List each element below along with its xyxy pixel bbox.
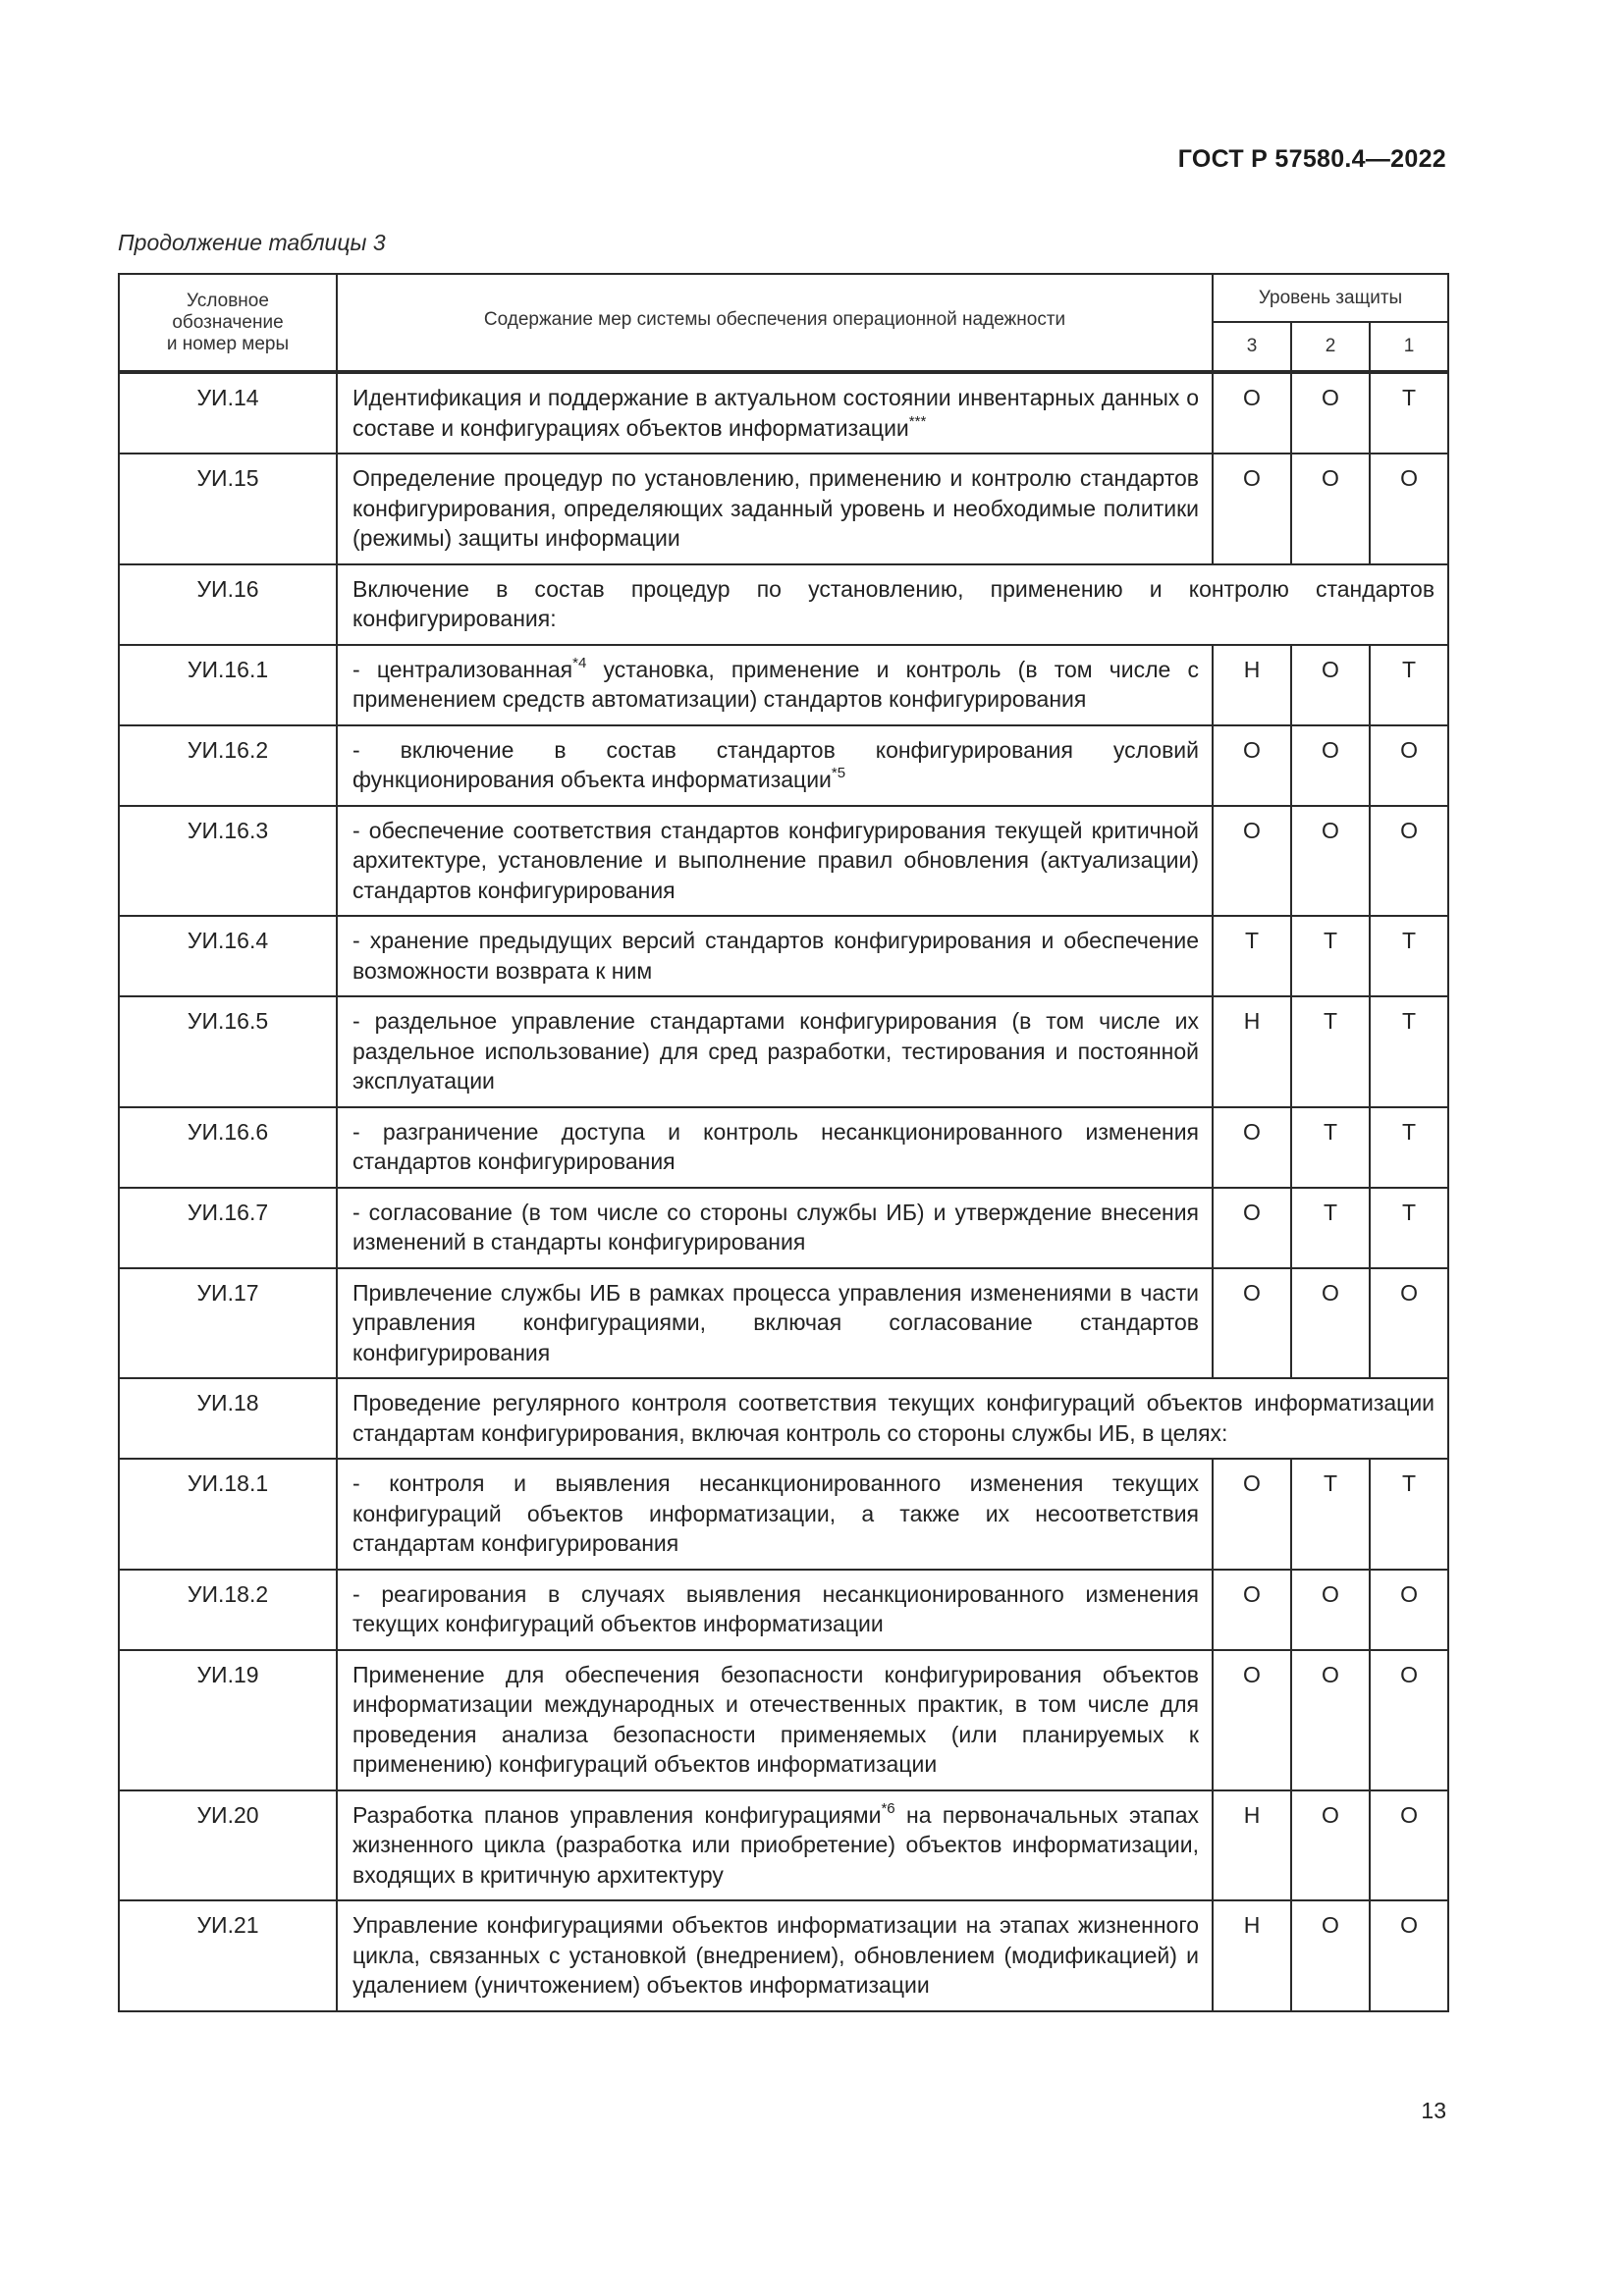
- level-3-value: Н: [1213, 645, 1291, 725]
- measure-text: Привлечение службы ИБ в рамках процесса управления изменениями в части управления конфигурациями, включая согласование стандартов конфигурирования: [337, 1268, 1213, 1379]
- level-1-value: О: [1370, 1570, 1448, 1650]
- measure-code: УИ.16.4: [119, 916, 337, 996]
- header-code: [119, 274, 337, 372]
- level-2-value: Т: [1291, 1188, 1370, 1268]
- measure-code: УИ.16.5: [119, 996, 337, 1107]
- level-3-value: О: [1213, 725, 1291, 806]
- level-1-value: Т: [1370, 645, 1448, 725]
- level-1-value: О: [1370, 1268, 1448, 1379]
- level-3-value: Т: [1213, 916, 1291, 996]
- table-row: [119, 454, 1448, 564]
- measure-code: УИ.20: [119, 1790, 337, 1901]
- measure-text: - хранение предыдущих версий стандартов конфигурирования и обеспечение возможности возврата к ним: [337, 916, 1213, 996]
- table-row: [119, 916, 1448, 996]
- table-continuation-caption: Продолжение таблицы 3: [118, 230, 386, 255]
- level-3-value: О: [1213, 1107, 1291, 1188]
- level-3-value: Н: [1213, 1900, 1291, 2011]
- level-1-value: Т: [1370, 916, 1448, 996]
- header-code-line: обозначение: [172, 312, 284, 333]
- measure-code: УИ.16.7: [119, 1188, 337, 1268]
- table-row: [119, 1107, 1448, 1188]
- level-2-value: О: [1291, 372, 1370, 454]
- measure-code: УИ.21: [119, 1900, 337, 2011]
- level-1-value: О: [1370, 1900, 1448, 2011]
- level-2-value: О: [1291, 645, 1370, 725]
- table-row: [119, 1378, 1448, 1459]
- header-content: Содержание мер системы обеспечения операционной надежности: [337, 274, 1213, 372]
- level-3-value: О: [1213, 1570, 1291, 1650]
- level-3-value: О: [1213, 806, 1291, 917]
- level-1-value: О: [1370, 806, 1448, 917]
- measure-code: УИ.18.1: [119, 1459, 337, 1570]
- page-number: 13: [1421, 2098, 1446, 2123]
- level-1-value: О: [1370, 454, 1448, 564]
- header-code-line: и номер меры: [166, 334, 290, 354]
- level-2-value: О: [1291, 454, 1370, 564]
- level-2-value: О: [1291, 1900, 1370, 2011]
- table-row: [119, 1570, 1448, 1650]
- table-row: [119, 372, 1448, 454]
- measure-text: - включение в состав стандартов конфигурирования условий функционирования объекта информатизации$^{*5}$: [337, 725, 1213, 806]
- measure-text: Проведение регулярного контроля соответствия текущих конфигураций объектов информатизации стандартам конфигурирования, включая контроль со стороны службы ИБ, в целях:: [337, 1378, 1448, 1459]
- level-3-value: О: [1213, 454, 1291, 564]
- table-row: [119, 725, 1448, 806]
- measure-code: УИ.19: [119, 1650, 337, 1790]
- level-3-value: О: [1213, 1459, 1291, 1570]
- level-1-value: Т: [1370, 1188, 1448, 1268]
- table-row: [119, 645, 1448, 725]
- footnote-mark: *5: [831, 765, 846, 782]
- measure-text: - согласование (в том числе со стороны службы ИБ) и утверждение внесения изменений в стандарты конфигурирования: [337, 1188, 1213, 1268]
- level-1-value: О: [1370, 1650, 1448, 1790]
- measure-text: Идентификация и поддержание в актуальном состоянии инвентарных данных о составе и конфигурациях объектов информатизации***: [337, 372, 1213, 454]
- measure-code: УИ.16.1: [119, 645, 337, 725]
- level-3-value: Н: [1213, 996, 1291, 1107]
- measure-code: УИ.14: [119, 372, 337, 454]
- level-3-value: О: [1213, 1188, 1291, 1268]
- measure-code: УИ.18.2: [119, 1570, 337, 1650]
- level-2-value: О: [1291, 1570, 1370, 1650]
- level-2-value: О: [1291, 725, 1370, 806]
- level-1-value: О: [1370, 725, 1448, 806]
- measure-text: Разработка планов управления конфигурациями$^{*6}$ на первоначальных этапах жизненного цикла (разработка или приобретение) объектов информатизации, входящих в критичную архитектуру: [337, 1790, 1213, 1901]
- level-2-value: Т: [1291, 1459, 1370, 1570]
- measure-code: УИ.17: [119, 1268, 337, 1379]
- footnote-mark: *4: [572, 654, 587, 671]
- document-code: ГОСТ Р 57580.4—2022: [1177, 145, 1446, 173]
- table-row: [119, 1650, 1448, 1790]
- level-1-value: Т: [1370, 372, 1448, 454]
- measure-text: Включение в состав процедур по установлению, применению и контролю стандартов конфигурирования:: [337, 564, 1448, 645]
- level-2-value: О: [1291, 1790, 1370, 1901]
- table-row: [119, 1900, 1448, 2011]
- table-row: [119, 806, 1448, 917]
- measure-code: УИ.16.2: [119, 725, 337, 806]
- level-1-value: Т: [1370, 996, 1448, 1107]
- measure-text: - централизованная$^{*4}$ установка, применение и контроль (в том числе с применением средств автоматизации) стандартов конфигурирования: [337, 645, 1213, 725]
- level-2-value: О: [1291, 1268, 1370, 1379]
- measure-code: УИ.18: [119, 1378, 337, 1459]
- table-row: [119, 1268, 1448, 1379]
- measure-code: УИ.16.6: [119, 1107, 337, 1188]
- measure-text: Определение процедур по установлению, применению и контролю стандартов конфигурирования, определяющих заданный уровень и необходимые политики (режимы) защиты информации: [337, 454, 1213, 564]
- header-level-3: 3: [1213, 322, 1291, 372]
- level-1-value: Т: [1370, 1107, 1448, 1188]
- measure-text: - разграничение доступа и контроль несанкционированного изменения стандартов конфигурирования: [337, 1107, 1213, 1188]
- measure-code: УИ.16.3: [119, 806, 337, 917]
- level-2-value: О: [1291, 806, 1370, 917]
- footnote-mark: *6: [881, 1799, 895, 1817]
- level-1-value: О: [1370, 1790, 1448, 1901]
- measure-text: - контроля и выявления несанкционированного изменения текущих конфигураций объектов информатизации, а также их несоответствия стандартам конфигурирования: [337, 1459, 1213, 1570]
- level-1-value: Т: [1370, 1459, 1448, 1570]
- table-row: [119, 1459, 1448, 1570]
- level-3-value: О: [1213, 1650, 1291, 1790]
- table-row: [119, 996, 1448, 1107]
- measure-text: - раздельное управление стандартами конфигурирования (в том числе их раздельное использование) для сред разработки, тестирования и постоянной эксплуатации: [337, 996, 1213, 1107]
- level-2-value: Т: [1291, 1107, 1370, 1188]
- level-2-value: О: [1291, 1650, 1370, 1790]
- measure-text: - обеспечение соответствия стандартов конфигурирования текущей критичной архитектуре, установление и выполнение правил обновления (актуализации) стандартов конфигурирования: [337, 806, 1213, 917]
- measure-text: Применение для обеспечения безопасности конфигурирования объектов информатизации международных и отечественных практик, в том числе для проведения анализа безопасности применяемых (или планируемых к применению) конфигураций объектов информатизации: [337, 1650, 1213, 1790]
- table-row: [119, 564, 1448, 645]
- header-level-2: 2: [1291, 322, 1370, 372]
- level-3-value: О: [1213, 1268, 1291, 1379]
- footnote-mark: ***: [908, 412, 927, 430]
- table-row: [119, 1790, 1448, 1901]
- measures-table: [118, 273, 1449, 2012]
- measure-code: УИ.16: [119, 564, 337, 645]
- table-row: [119, 1188, 1448, 1268]
- level-2-value: Т: [1291, 996, 1370, 1107]
- header-protection-level: Уровень защиты: [1213, 274, 1448, 322]
- measure-code: УИ.15: [119, 454, 337, 564]
- measure-text: Управление конфигурациями объектов информатизации на этапах жизненного цикла, связанных с установкой (внедрением), обновлением (модификацией) и удалением (уничтожением) объектов информатизации: [337, 1900, 1213, 2011]
- level-3-value: Н: [1213, 1790, 1291, 1901]
- level-3-value: О: [1213, 372, 1291, 454]
- measure-text: - реагирования в случаях выявления несанкционированного изменения текущих конфигураций объектов информатизации: [337, 1570, 1213, 1650]
- level-2-value: Т: [1291, 916, 1370, 996]
- header-level-1: 1: [1370, 322, 1448, 372]
- header-code-line: Условное: [187, 291, 269, 311]
